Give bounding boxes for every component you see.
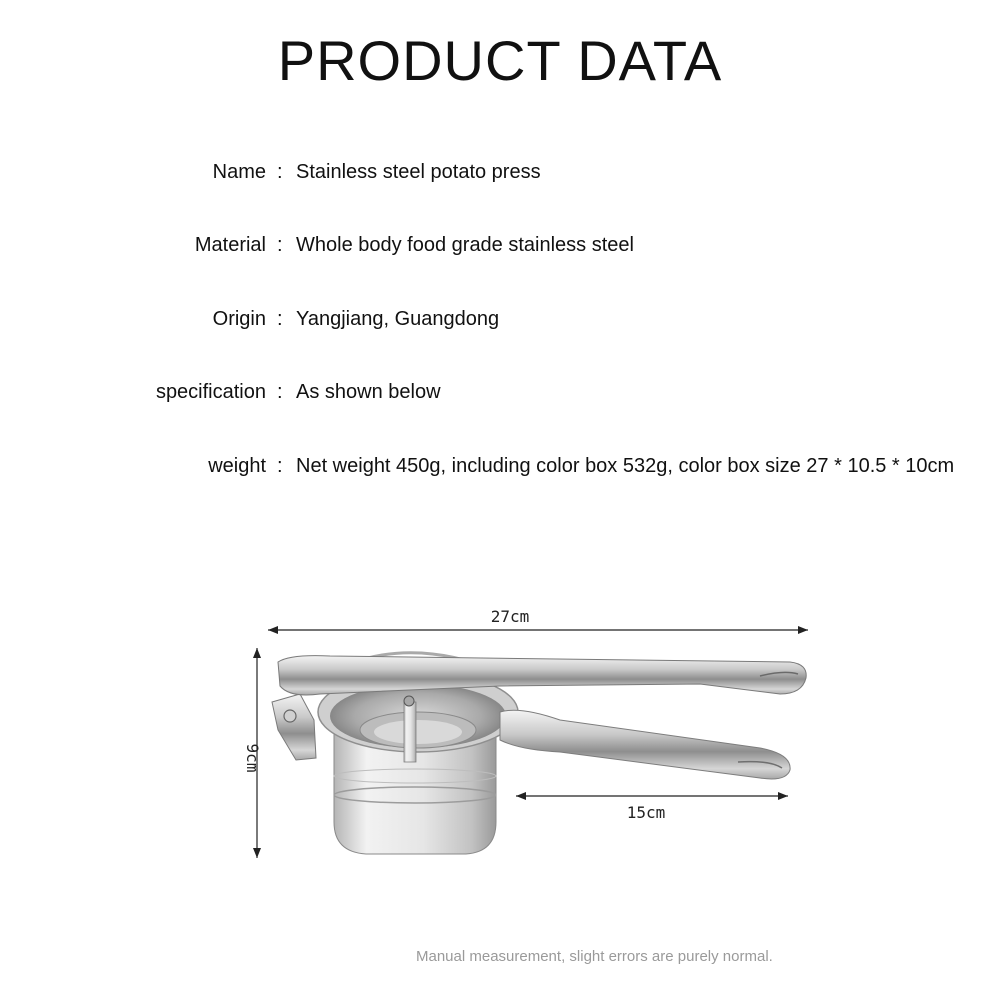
handle-label: 15cm <box>626 803 666 822</box>
spec-row-name <box>0 157 1000 187</box>
spec-label: Material <box>194 234 266 256</box>
spec-value: Yangjiang, Guangdong <box>296 308 500 330</box>
spec-colon: : <box>277 455 283 477</box>
spec-colon: : <box>277 381 283 403</box>
spec-row-specification <box>0 377 1000 407</box>
spec-colon: : <box>277 308 283 330</box>
length-label: 27cm <box>490 607 530 626</box>
measurement-note: Manual measurement, slight errors are purely normal. <box>416 948 773 965</box>
height-dimension <box>243 648 262 858</box>
spec-value: Net weight 450g, including color box 532g, color box size 27 * 10.5 * 10cm <box>296 455 955 477</box>
handle-dimension <box>516 792 788 822</box>
spec-row-weight <box>0 451 1000 481</box>
length-dimension <box>268 607 808 634</box>
page-title: PRODUCT DATA <box>277 29 723 92</box>
spec-value: Whole body food grade stainless steel <box>296 234 634 256</box>
spec-row-material <box>0 230 1000 260</box>
spec-colon: : <box>277 161 283 183</box>
spec-label: Origin <box>212 308 266 330</box>
spec-label: Name <box>212 161 266 183</box>
potato-press-image <box>272 653 806 854</box>
spec-label: weight <box>208 455 266 477</box>
height-label: 9cm <box>243 743 262 773</box>
spec-colon: : <box>277 234 283 256</box>
spec-value: As shown below <box>296 381 441 403</box>
spec-value: Stainless steel potato press <box>296 161 541 183</box>
spec-label: specification <box>155 381 266 403</box>
spec-row-origin <box>0 304 1000 334</box>
product-dimension-diagram <box>0 590 1000 880</box>
